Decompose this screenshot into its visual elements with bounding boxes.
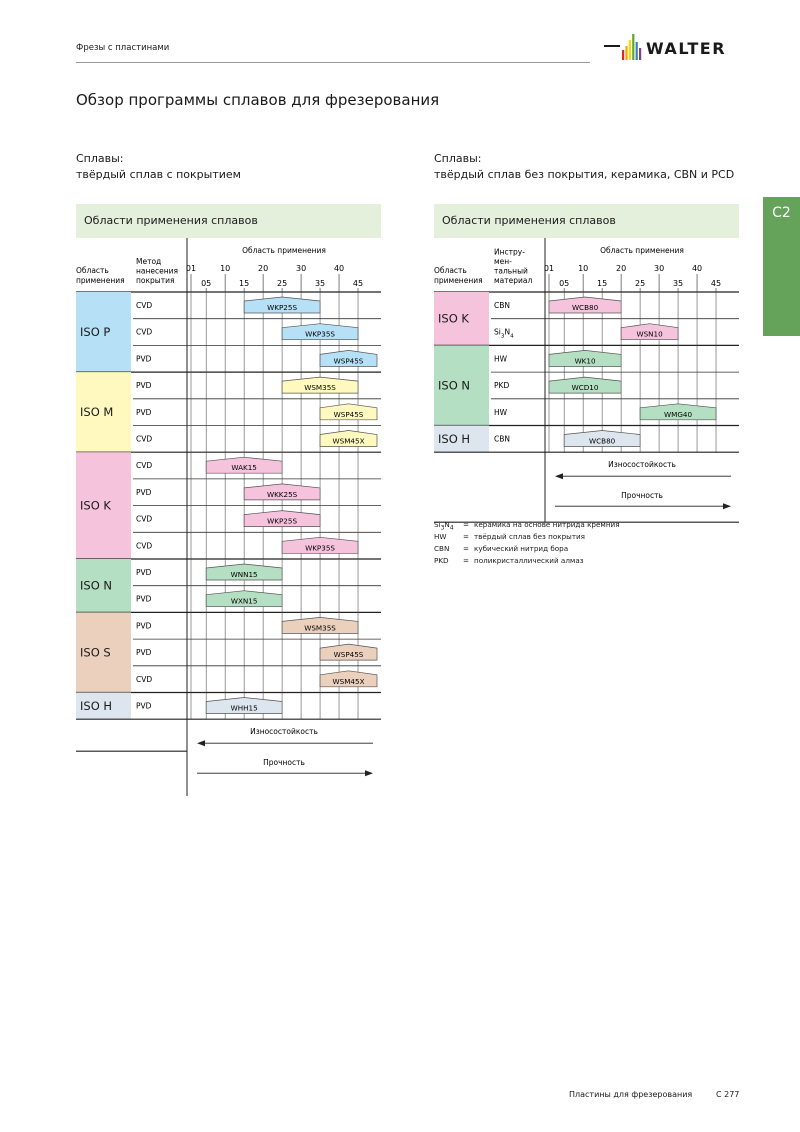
method-label: CVD <box>136 674 153 684</box>
method-label: PVD <box>136 568 152 577</box>
tick-label: 05 <box>559 279 570 288</box>
method-label: CVD <box>136 541 153 551</box>
iso-group-label: ISO K <box>438 311 469 326</box>
left-subtitle-line2: твёрдый сплав с покрытием <box>76 168 241 181</box>
iso-group-label: ISO N <box>438 378 471 393</box>
tick-label: 20 <box>258 264 269 273</box>
grade-label: WKK25S <box>266 489 298 499</box>
tick-label: 30 <box>653 264 665 273</box>
grade-label: WSM35S <box>304 383 336 393</box>
col-header-method: тальный <box>494 266 528 276</box>
grade-label: WSP45S <box>333 650 364 660</box>
material-label: CBN <box>494 301 510 310</box>
grade-label: WKP25S <box>267 516 298 526</box>
tick-label: 30 <box>295 264 307 273</box>
grade-label: WKP35S <box>305 329 335 339</box>
col-header-method: Метод <box>136 257 162 266</box>
legend-equals: = <box>463 532 470 541</box>
page-number: C 277 <box>716 1090 740 1099</box>
logo-bar <box>639 48 641 60</box>
tick-label: 15 <box>597 279 608 288</box>
grade-label: WSM45X <box>332 676 365 686</box>
material-label: $Si_3N_4$ <box>494 327 514 340</box>
col-header-method: материал <box>494 276 533 285</box>
arrow-head <box>365 770 373 776</box>
material-label: HW <box>494 354 508 364</box>
grade-label: WCB80 <box>571 303 599 312</box>
col-header-area: Область <box>76 266 109 275</box>
walter-logo <box>600 30 742 68</box>
svg-text:WALTER: WALTER <box>646 39 727 58</box>
grade-label: WNN15 <box>230 570 258 579</box>
grade-label: WCB80 <box>589 436 616 446</box>
tick-label: 45 <box>710 279 722 288</box>
col-header-method: покрытия <box>136 276 175 285</box>
grade-label: WSM45X <box>332 436 365 446</box>
legend-definition: керамика на основе нитрида кремния <box>474 520 620 529</box>
iso-group-label: ISO P <box>80 325 111 340</box>
method-label: PVD <box>136 407 152 417</box>
right-subtitle-line1: Сплавы: <box>434 152 482 165</box>
legend-term: PKD <box>434 556 449 565</box>
tick-label: 40 <box>333 264 345 273</box>
right-subtitle <box>434 151 734 183</box>
toughness-label: Прочность <box>263 758 305 768</box>
tick-label: 15 <box>239 279 250 288</box>
grade-label: WCD10 <box>571 383 599 393</box>
wear-label: Износостойкость <box>250 727 318 737</box>
legend-equals: = <box>463 544 470 553</box>
range-label: Область применения <box>600 246 684 255</box>
tick-label: 45 <box>352 279 364 288</box>
grade-label: WAK15 <box>231 463 257 473</box>
right-grade-table <box>429 236 749 526</box>
legend-definition: кубический нитрид бора <box>474 544 569 553</box>
left-table-title: Области применения сплавов <box>76 204 381 238</box>
material-label: PKD <box>494 381 510 391</box>
arrow-head <box>197 740 205 746</box>
method-label: CVD <box>136 514 153 524</box>
logo-bar <box>625 46 627 60</box>
material-label: HW <box>494 407 508 417</box>
method-label: PVD <box>136 354 152 364</box>
header-divider <box>76 62 590 63</box>
legend-term: CBN <box>434 544 450 553</box>
logo-bar <box>632 34 634 60</box>
range-label: Область применения <box>242 246 326 255</box>
col-header-method: Инстру- <box>494 247 525 257</box>
grade-label: WSP45S <box>333 409 364 419</box>
grade-label: WKP25S <box>267 303 298 312</box>
chapter-tab[interactable]: C2 <box>763 197 800 336</box>
grade-label: WMG40 <box>664 409 693 419</box>
tick-label: 01 <box>543 264 555 273</box>
legend-term: $Si_3N_4$ <box>434 520 454 532</box>
method-label: CVD <box>136 327 153 337</box>
col-header-area: применения <box>434 276 483 285</box>
grade-label: WSP45S <box>333 356 364 366</box>
left-grade-table <box>71 236 391 796</box>
method-label: PVD <box>136 621 152 631</box>
tick-label: 10 <box>220 264 231 273</box>
tick-label: 05 <box>201 279 212 288</box>
right-table-title: Области применения сплавов <box>434 204 739 238</box>
method-label: PVD <box>136 487 152 497</box>
iso-group-label: ISO K <box>80 498 111 513</box>
method-label: PVD <box>136 701 152 711</box>
footer-section: Пластины для фрезерования <box>569 1090 693 1099</box>
method-label: PVD <box>136 648 152 658</box>
logo-bar <box>636 42 638 60</box>
tick-label: 20 <box>616 264 627 273</box>
grade-label: WHH15 <box>230 703 258 713</box>
iso-group-label: ISO N <box>80 578 113 593</box>
grade-label: WK10 <box>574 356 596 366</box>
legend-definition: поликристаллический алмаз <box>474 556 584 565</box>
tick-label: 35 <box>672 279 684 288</box>
tick-label: 01 <box>185 264 197 273</box>
tick-label: 40 <box>691 264 703 273</box>
grade-label: WSM35S <box>304 623 336 633</box>
tick-label: 35 <box>314 279 326 288</box>
grade-label: WXN15 <box>230 596 258 606</box>
legend-term: HW <box>434 532 447 541</box>
logo-bar <box>622 50 624 60</box>
left-subtitle <box>76 151 241 183</box>
toughness-label: Прочность <box>621 491 663 501</box>
col-header-area: Область <box>434 266 467 275</box>
method-label: CVD <box>136 301 153 310</box>
method-label: CVD <box>136 434 153 444</box>
grade-label: WKP35S <box>305 543 335 553</box>
legend-equals: = <box>463 556 470 565</box>
page-title: Обзор программы сплавов для фрезерования <box>76 91 440 109</box>
method-label: PVD <box>136 594 152 604</box>
legend-equals: = <box>463 520 470 529</box>
col-header-method: мен- <box>494 257 512 266</box>
arrow-head <box>723 503 731 509</box>
right-subtitle-line2: твёрдый сплав без покрытия, керамика, CBN и PCD <box>434 168 735 181</box>
col-header-method: нанесения <box>136 266 179 276</box>
wear-label: Износостойкость <box>608 460 676 470</box>
iso-group-label: ISO M <box>80 405 114 420</box>
arrow-head <box>555 473 563 479</box>
iso-group-label: ISO H <box>80 698 113 713</box>
left-subtitle-line1: Сплавы: <box>76 152 124 165</box>
method-label: PVD <box>136 381 152 391</box>
col-header-area: применения <box>76 276 125 285</box>
method-label: CVD <box>136 461 153 471</box>
grade-label: WSN10 <box>636 329 663 339</box>
logo-underline <box>604 45 620 47</box>
tick-label: 25 <box>635 279 646 288</box>
tick-label: 10 <box>578 264 589 273</box>
tick-label: 25 <box>277 279 288 288</box>
section-header: Фрезы с пластинами <box>76 43 170 53</box>
iso-group-label: ISO S <box>80 645 111 660</box>
material-label: CBN <box>494 434 510 444</box>
legend-definition: твёрдый сплав без покрытия <box>474 532 585 541</box>
logo-bar <box>629 40 631 60</box>
iso-group-label: ISO H <box>438 431 471 446</box>
